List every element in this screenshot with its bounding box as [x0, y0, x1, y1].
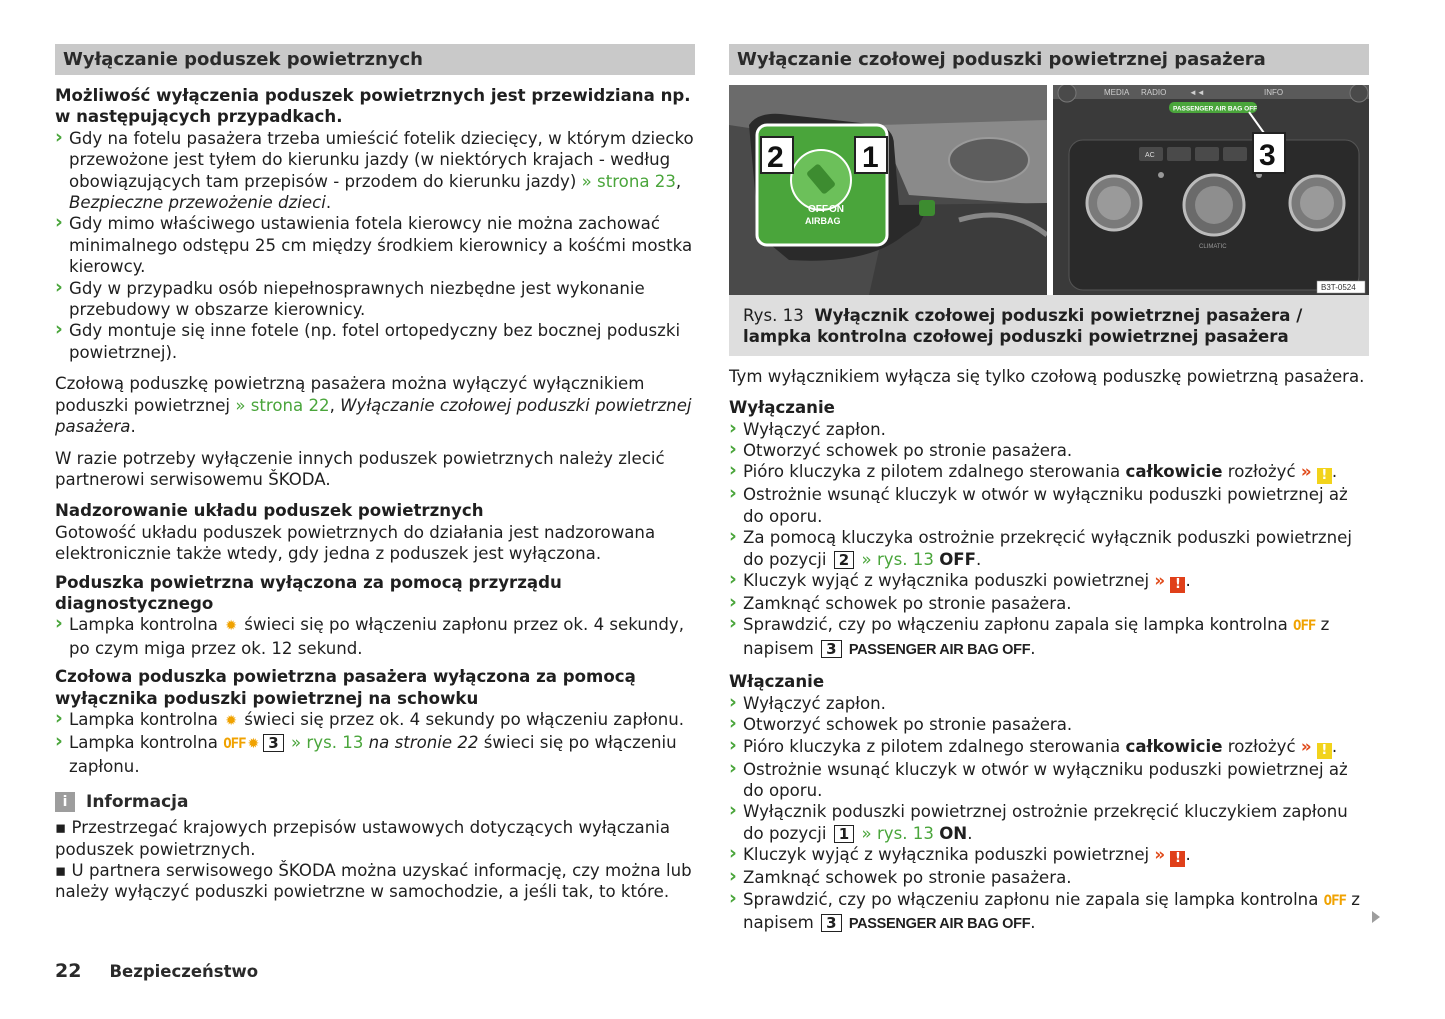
list-item: › Lampka kontrolna ✹ świeci się po włączeniu zapłonu przez ok. 4 sekundy, po czym miga przez ok. 12 sekund.: [55, 614, 695, 659]
list-item: › Zamknąć schowek po stronie pasażera.: [729, 867, 1369, 888]
list-item: › Sprawdzić, czy po włączeniu zapłonu zapala się lampka kontrolna OFF z napisem 3 PASSENGER AIR BAG OFF.: [729, 614, 1369, 661]
list-item: › Gdy mimo właściwego ustawienia fotela kierowcy nie można zachować minimalnego odstępu 25 cm między środkiem kierownicy a kośćmi mostka kierowcy.: [55, 213, 695, 277]
svg-text:◄◄: ◄◄: [1189, 88, 1205, 97]
subheading-off: Wyłączanie: [729, 398, 835, 418]
list-item: › Ostrożnie wsunąć kluczyk w otwór w wyłączniku poduszki powietrznej aż do oporu.: [729, 759, 1369, 802]
figure-link[interactable]: » rys. 13: [861, 823, 934, 843]
airbag-warning-icon: ✹: [225, 712, 237, 729]
page-number: 22: [55, 960, 82, 982]
list-item: › Kluczyk wyjąć z wyłącznika poduszki powietrznej » ! .: [729, 844, 1369, 867]
list-item: › Otworzyć schowek po stronie pasażera.: [729, 714, 1369, 735]
info-header: [55, 791, 695, 813]
figure-ref-box: 3: [821, 914, 841, 932]
section-heading: Wyłączanie czołowej poduszki powietrznej pasażera: [729, 44, 1369, 75]
figure-code: B3T-0524: [1321, 283, 1356, 292]
figure-13: [729, 85, 1369, 295]
switch-off-label: OFF: [808, 204, 828, 215]
list-item: › Gdy w przypadku osób niepełnosprawnych niezbędne jest wykonanie przebudowy w obszarze kierownicy.: [55, 278, 695, 321]
list-item: › Lampka kontrolna OFF ✹ 3 » rys. 13 na stronie 22 świeci się po włączeniu zapłonu.: [55, 732, 695, 777]
list-item: › Lampka kontrolna ✹ świeci się przez ok. 4 sekundy po włączeniu zapłonu.: [55, 709, 695, 732]
svg-text:CLIMATIC: CLIMATIC: [1199, 244, 1227, 250]
intro-bold: Możliwość wyłączenia poduszek powietrznych jest przewidziana np. w następujących przypadkach.: [55, 86, 691, 127]
label-3: 3: [1259, 139, 1276, 172]
figure-illustration: [729, 85, 1369, 295]
paragraph: Tym wyłącznikiem wyłącza się tylko czołową poduszkę powietrzną pasażera.: [729, 366, 1365, 386]
caution-icon: !: [1317, 468, 1332, 484]
list-item: › Gdy montuje się inne fotele (np. fotel ortopedyczny bez bocznej poduszki powietrznej).: [55, 320, 695, 363]
figure-ref-box: 2: [834, 551, 854, 569]
list-item: › Kluczyk wyjąć z wyłącznika poduszki powietrznej » ! .: [729, 570, 1369, 593]
airbag-warning-icon: ✹: [225, 618, 237, 635]
label-1: 1: [862, 141, 879, 174]
figure-link[interactable]: » rys. 13: [861, 549, 934, 569]
chapter-name: Bezpieczeństwo: [109, 962, 259, 981]
passenger-airbag-off-indicator: PASSENGER AIR BAG OFF: [1173, 105, 1258, 113]
figure-ref-box: 1: [834, 825, 854, 843]
list-item: › Wyłącznik poduszki powietrznej ostrożnie przekręcić kluczykiem zapłonu do pozycji 1 » rys. 13 ON.: [729, 801, 1369, 844]
info-icon: i: [55, 792, 75, 812]
off-indicator: OFF: [1323, 892, 1346, 909]
subheading: Czołowa poduszka powietrzna pasażera wyłączona za pomocą wyłącznika poduszki powietrznej na schowku: [55, 667, 636, 708]
info-item: ▪ U partnera serwisowego ŠKODA można uzyskać informację, czy można lub należy wyłączyć poduszki powietrzne w samochodzie, a jeśli tak, to które.: [55, 861, 692, 902]
off-indicator: OFF: [1293, 618, 1316, 635]
svg-text:AC: AC: [1145, 152, 1155, 159]
subheading-on: Włączanie: [729, 672, 825, 692]
list-item: › Wyłączyć zapłon.: [729, 419, 1369, 440]
warning-icon: !: [1170, 851, 1185, 867]
next-page-arrow-icon[interactable]: [1372, 911, 1380, 923]
label-2: 2: [767, 141, 784, 174]
svg-text:MEDIA: MEDIA: [1104, 88, 1130, 97]
list-item: › Wyłączyć zapłon.: [729, 693, 1369, 714]
list-item: › Ostrożnie wsunąć kluczyk w otwór w wyłączniku poduszki powietrznej aż do oporu.: [729, 484, 1369, 527]
warning-icon: !: [1170, 577, 1185, 593]
paragraph: W razie potrzeby wyłączenie innych poduszek powietrznych należy zlecić partnerowi serwisowemu ŠKODA.: [55, 448, 665, 489]
svg-text:INFO: INFO: [1264, 88, 1284, 97]
list-item: › Otworzyć schowek po stronie pasażera.: [729, 440, 1369, 461]
right-column: [729, 44, 1369, 935]
list-item: › Zamknąć schowek po stronie pasażera.: [729, 593, 1369, 614]
page-footer: [55, 960, 258, 982]
figure-link[interactable]: » rys. 13: [291, 733, 364, 753]
info-item: ▪ Przestrzegać krajowych przepisów ustawowych dotyczących wyłączania poduszek powietrznych.: [55, 818, 671, 859]
subheading: Nadzorowanie układu poduszek powietrznych: [55, 501, 484, 521]
figure-caption: Rys. 13 Wyłącznik czołowej poduszki powietrznej pasażera / lampka kontrolna czołowej poduszki powietrznej pasażera: [729, 295, 1369, 356]
info-title: Informacja: [86, 792, 189, 813]
page-link[interactable]: » strona 22: [235, 395, 330, 415]
list-item: › Pióro kluczyka z pilotem zdalnego sterowania całkowicie rozłożyć » ! .: [729, 736, 1369, 759]
figure-ref-box: 3: [263, 734, 283, 752]
svg-text:RADIO: RADIO: [1141, 88, 1167, 97]
caution-icon: !: [1317, 743, 1332, 759]
list-item: › Pióro kluczyka z pilotem zdalnego sterowania całkowicie rozłożyć » ! .: [729, 461, 1369, 484]
subheading: Poduszka powietrzna wyłączona za pomocą przyrządu diagnostycznego: [55, 572, 562, 613]
switch-airbag-label: AIRBAG: [805, 216, 841, 226]
switch-on-label: ON: [829, 204, 844, 215]
figure-ref-box: 3: [821, 640, 841, 658]
list-item: › Za pomocą kluczyka ostrożnie przekręcić wyłącznik poduszki powietrznej do pozycji 2 » rys. 13 OFF.: [729, 527, 1369, 570]
page-link[interactable]: » strona 23: [581, 171, 676, 191]
section-heading: Wyłączanie poduszek powietrznych: [55, 44, 695, 75]
paragraph: Czołową poduszkę powietrzną pasażera można wyłączyć wyłącznikiem poduszki powietrznej » strona 22, Wyłączanie czołowej poduszki powietrznej pasażera.: [55, 374, 692, 437]
list-item: › Gdy na fotelu pasażera trzeba umieścić fotelik dziecięcy, w którym dziecko przewożone jest tyłem do kierunku jazdy (w niektórych krajach - według obowiązujących tam przepisów - przodem do kierunku jazdy) » strona 23, Bezpieczne przewożenie dzieci.: [55, 128, 695, 214]
left-column: [55, 44, 695, 903]
list-item: › Sprawdzić, czy po włączeniu zapłonu nie zapala się lampka kontrolna OFF z napisem 3 PASSENGER AIR BAG OFF.: [729, 889, 1369, 936]
off-indicator: OFF: [223, 736, 246, 753]
passenger-airbag-off-icon: ✹: [247, 736, 260, 753]
paragraph: Gotowość układu poduszek powietrznych do działania jest nadzorowana elektronicznie także wtedy, gdy jedna z poduszek jest wyłączona.: [55, 522, 656, 564]
